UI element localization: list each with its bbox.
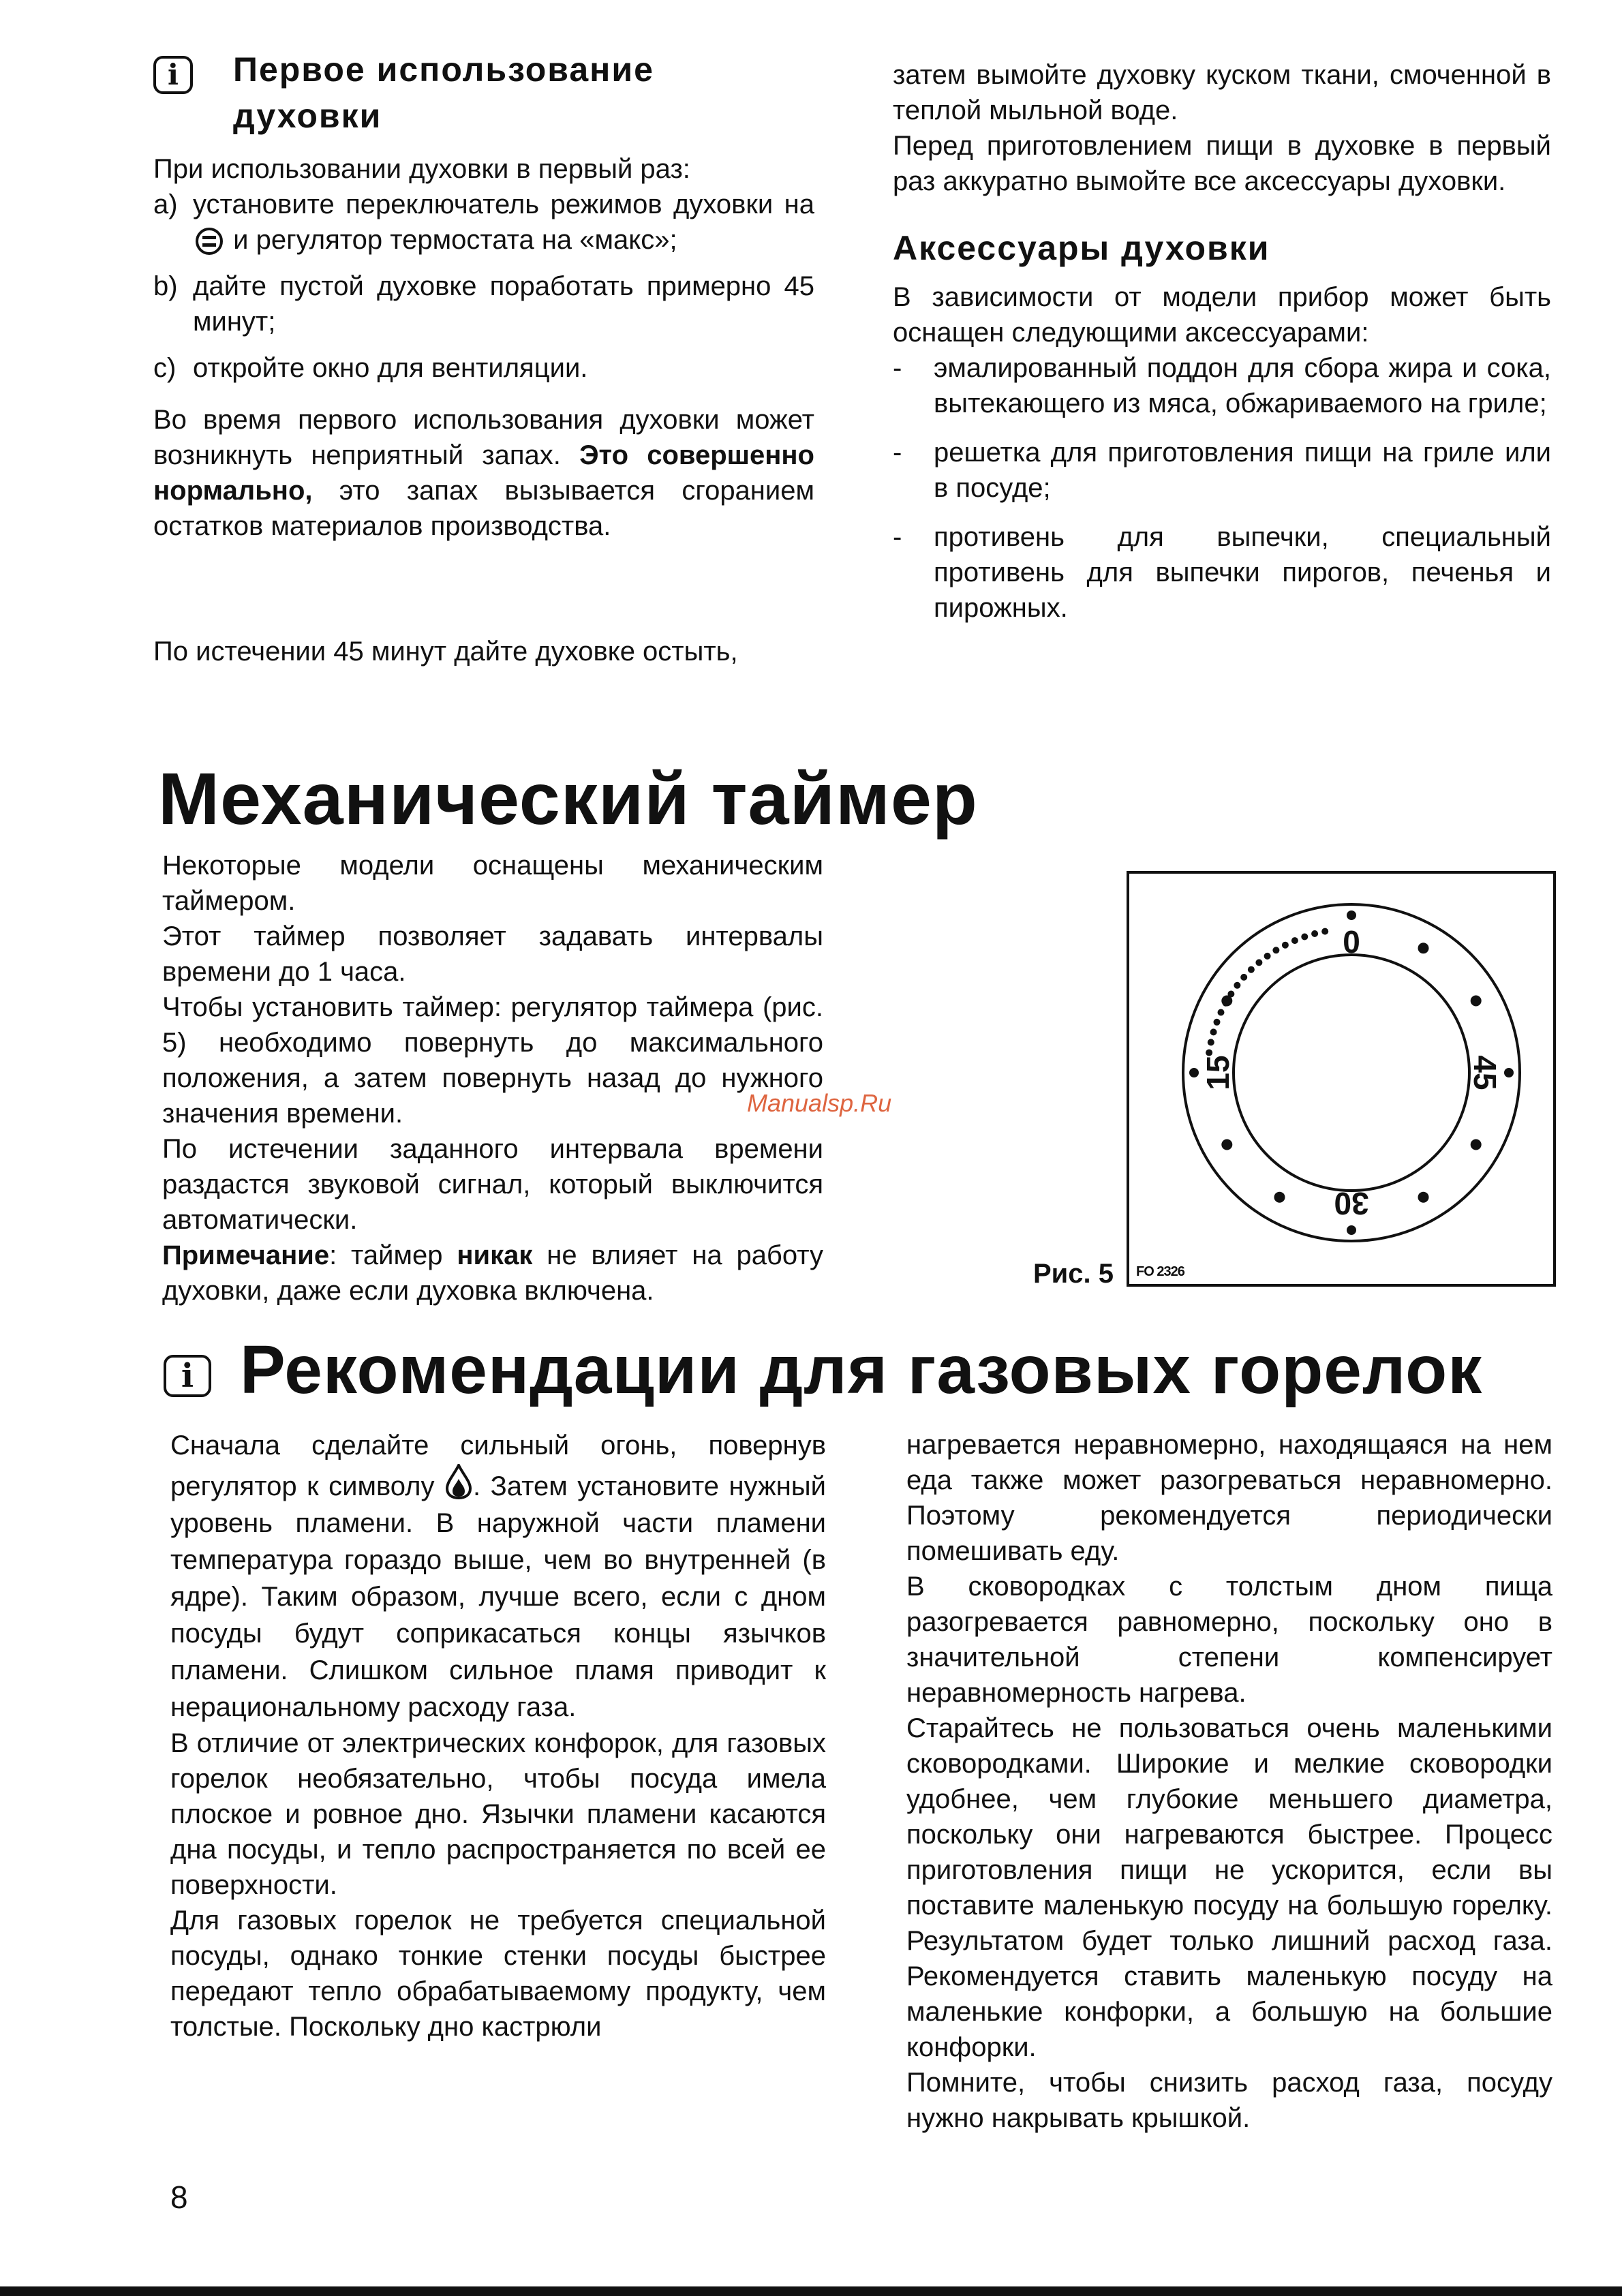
note-text-b: не влияет на работу духовки, даже если духовка включена. — [162, 1240, 823, 1306]
first-use-para2-start: По истечении 45 минут дайте духовке остыть, — [153, 637, 738, 667]
gas-right-column — [906, 1427, 1552, 2136]
gas-p1 — [170, 1427, 826, 1726]
right-top-column — [893, 57, 1551, 626]
dial-minute-dot — [1214, 1019, 1221, 1026]
timer-note — [162, 1238, 823, 1308]
step-a-text-1: установите переключатель режимов духовки на — [193, 189, 814, 219]
flame-icon — [444, 1464, 473, 1499]
gas-title: Рекомендации для газовых горелок — [240, 1332, 1483, 1408]
para1-text-a: Во время первого использования духовки может возникнуть неприятный запах. — [153, 405, 814, 470]
dial-major-dot — [1418, 1192, 1429, 1203]
gas-p3-start: Для газовых горелок не требуется специальной посуды, однако тонкие стенки посуды быстрее передают тепло обрабатываемому продукту, чем толстые. Поскольку дно кастрюли — [170, 1905, 826, 2042]
step-a-mark: a) — [153, 189, 178, 219]
note-label: Примечание — [162, 1240, 330, 1270]
first-use-para2-container — [153, 634, 814, 669]
dial-minute-dot — [1272, 947, 1279, 953]
first-use-para3: Перед приготовлением пищи в духовке в первый раз аккуратно вымойте все аксессуары духовки. — [893, 131, 1551, 196]
para1-text-b: это запах вызывается сгоранием остатков материалов производства. — [153, 476, 814, 541]
step-b-mark: b) — [153, 271, 178, 301]
dial-label-45: 45 — [1467, 1055, 1503, 1090]
timer-text-column — [162, 848, 823, 1308]
timer-p3: Чтобы установить таймер: регулятор таймера (рис. 5) необходимо повернуть до максимального положения, а затем повернуть назад до нужного значения времени. — [162, 992, 823, 1129]
gas-p3-continued: нагревается неравномерно, находящаяся на нем еда также может разогреваться неравномерно. Поэтому рекомендуется периодически помешивать еду. — [906, 1430, 1552, 1566]
timer-p2: Этот таймер позволяет задавать интервалы времени до 1 часа. — [162, 921, 823, 987]
step-b — [153, 269, 814, 339]
note-bold: никак — [457, 1240, 533, 1270]
timer-figure — [1127, 871, 1556, 1287]
dial-minute-dot — [1311, 930, 1318, 937]
dial-minute-dot — [1208, 1039, 1214, 1045]
first-use-para1 — [153, 402, 814, 544]
page-number: 8 — [170, 2179, 188, 2215]
step-b-text: дайте пустой духовке поработать примерно 45 минут; — [193, 271, 814, 337]
dial-label-30: 30 — [1334, 1186, 1369, 1221]
dial-minute-dot — [1218, 1009, 1225, 1016]
dial-minute-dot — [1264, 953, 1271, 960]
dial-label-dot — [1189, 1068, 1199, 1077]
dial-minute-dot — [1248, 966, 1255, 973]
accessory-item — [893, 519, 1551, 626]
accessory-item-text: эмалированный поддон для сбора жира и сока, вытекающего из мяса, обжариваемого на гриле; — [934, 353, 1551, 418]
dial-minute-dot — [1301, 934, 1308, 940]
step-c — [153, 350, 814, 386]
dial-label-0: 0 — [1343, 924, 1360, 960]
gas-p5: Старайтесь не пользоваться очень маленькими сковородками. Широкие и мелкие сковородки удобнее, чем глубокие меньшего диаметра, поскольку они нагреваются быстрее. Процесс приготовления пищи не ускорится, если вы поставите маленькую посуду на большую горелку. Результатом будет только лишний расход газа. Рекомендуется ставить маленькую посуду на маленькие конфорки, а большую на большие конфорки. — [906, 1713, 1552, 2062]
note-text-a: : таймер — [329, 1240, 443, 1270]
first-use-section — [153, 48, 814, 544]
timer-title: Механический таймер — [158, 757, 978, 840]
dial-inner-circle — [1234, 955, 1469, 1191]
first-use-intro: При использовании духовки в первый раз: — [153, 154, 690, 184]
step-a-text-2: и регулятор термостата на «макс»; — [233, 225, 677, 255]
step-c-mark: c) — [153, 353, 177, 383]
accessories-intro: В зависимости от модели прибор может быть оснащен следующими аксессуарами: — [893, 282, 1551, 348]
dial-minute-dot — [1255, 959, 1262, 966]
gas-title-row — [164, 1329, 1554, 1418]
dial-major-dot — [1221, 996, 1232, 1007]
dial-minute-dot — [1240, 974, 1247, 981]
dial-major-dot — [1471, 1139, 1482, 1150]
timer-p4: По истечении заданного интервала времени раздастся звуковой сигнал, который выключится автоматически. — [162, 1134, 823, 1235]
dial-label-dot — [1347, 1225, 1356, 1235]
gas-p6: Помните, чтобы снизить расход газа, посуду нужно накрывать крышкой. — [906, 2068, 1552, 2133]
gas-p2: В отличие от электрических конфорок, для газовых горелок необязательно, чтобы посуда имела плоское и ровное дно. Язычки пламени касаются дна посуды, и тепло распространяется по всей ее поверхности. — [170, 1728, 826, 1900]
accessory-item-text: решетка для приготовления пищи на гриле или в посуде; — [934, 438, 1551, 503]
timer-dial-svg — [1129, 874, 1553, 1284]
dial-label-15: 15 — [1200, 1055, 1236, 1090]
gas-left-column — [170, 1427, 826, 2045]
step-c-text: откройте окно для вентиляции. — [193, 353, 588, 383]
figure-code: FO 2326 — [1136, 1264, 1184, 1279]
dial-minute-dot — [1206, 1050, 1212, 1056]
dial-minute-dot — [1234, 982, 1240, 989]
info-icon: i — [164, 1355, 211, 1397]
accessory-item — [893, 435, 1551, 506]
first-use-title-line1: Первое использование — [233, 50, 654, 89]
dash-mark: - — [893, 522, 902, 552]
dial-major-dot — [1221, 1139, 1232, 1150]
accessory-item-text: противень для выпечки, специальный противень для выпечки пирогов, печенья и пирожных. — [934, 522, 1551, 623]
gas-p4: В сковородках с толстым дном пища разогревается равномерно, поскольку оно в значительной степени компенсирует неравномерность нагрева. — [906, 1572, 1552, 1708]
dial-minute-dot — [1210, 1028, 1217, 1035]
dial-label-dot — [1504, 1068, 1514, 1077]
first-use-para2-continued: затем вымойте духовку куском ткани, смоченной в теплой мыльной воде. — [893, 60, 1551, 125]
dash-mark: - — [893, 438, 902, 468]
first-use-title-line2: духовки — [233, 97, 382, 135]
oven-mode-icon — [196, 228, 223, 255]
step-a — [153, 187, 814, 258]
dial-major-dot — [1274, 1192, 1285, 1203]
dial-minute-dot — [1282, 942, 1289, 949]
dial-major-dot — [1418, 943, 1429, 953]
figure-caption: Рис. 5 — [1033, 1259, 1114, 1289]
dial-label-dot — [1347, 910, 1356, 920]
para1-bold: Это совершенно нормально, — [153, 440, 814, 506]
watermark: Manualsp.Ru — [747, 1089, 892, 1117]
gas-p1-text-b: . Затем установите нужный уровень пламени. В наружной части пламени температура гораздо выше, чем во внутренней (в ядре). Таким образом, лучше всего, если с дном посуды будут соприкасаться концы язычков пламени. Слишком сильное пламя приводит к нерациональному расходу газа. — [170, 1471, 826, 1722]
dial-major-dot — [1471, 996, 1482, 1007]
accessory-item — [893, 350, 1551, 421]
dash-mark: - — [893, 353, 902, 383]
timer-p1: Некоторые модели оснащены механическим таймером. — [162, 851, 823, 916]
dial-minute-dot — [1291, 937, 1298, 944]
accessories-title: Аксессуары духовки — [893, 229, 1270, 267]
info-icon: i — [153, 56, 193, 94]
page-bottom-edge — [0, 2286, 1622, 2296]
dial-minute-dot — [1321, 928, 1328, 935]
gas-p1-text-a: Сначала сделайте сильный огонь, повернув регулятор к символу — [170, 1430, 826, 1501]
